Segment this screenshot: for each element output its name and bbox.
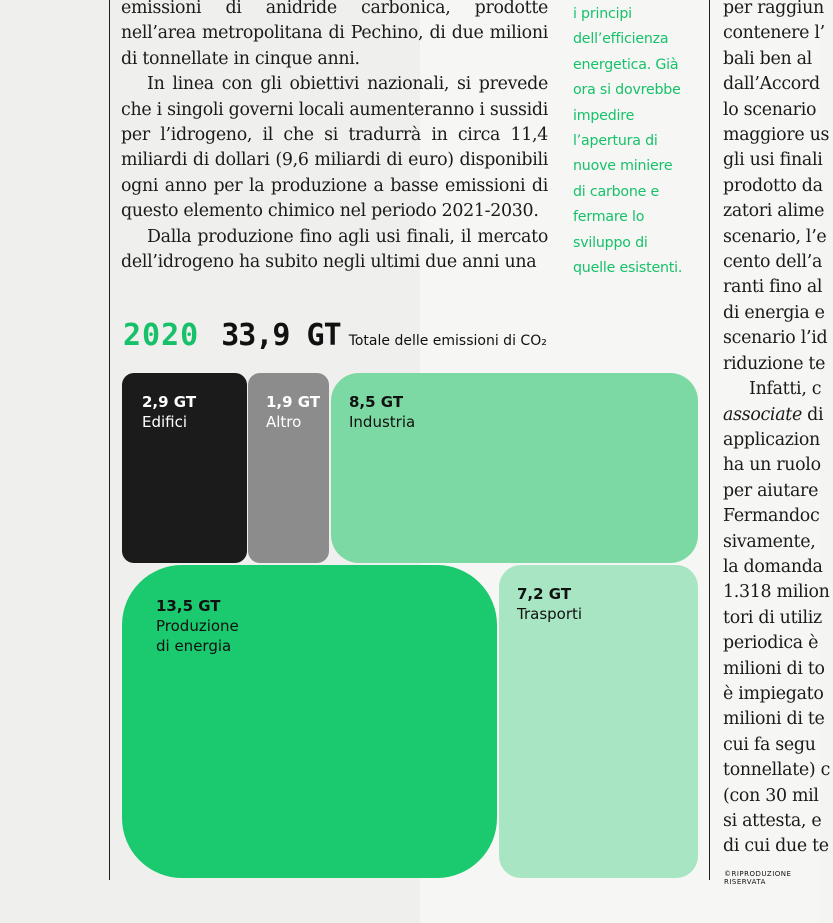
right-column-line: Fermandoc bbox=[723, 506, 820, 527]
block-category-label: Edifici bbox=[142, 413, 188, 431]
block-category-label: Trasporti bbox=[517, 605, 583, 623]
block-industria bbox=[331, 373, 698, 563]
right-column-line: sivamente, bbox=[723, 531, 816, 552]
right-column-line: si attesta, e bbox=[723, 811, 822, 831]
right-column-line: cento dell’a bbox=[723, 252, 823, 273]
pull-quote-line: energetica. Già bbox=[573, 56, 679, 73]
chart-year: 2020 bbox=[123, 318, 200, 353]
pull-quote-line: l’apertura di bbox=[573, 133, 658, 150]
italic-rest: di bbox=[801, 404, 824, 425]
pull-quote-line: di carbone e bbox=[573, 183, 660, 200]
right-column-paragraph-start: Infatti, c bbox=[749, 379, 822, 400]
right-column-line: di cui due te bbox=[723, 836, 829, 857]
right-column-line: di energia e bbox=[723, 302, 825, 323]
block-value-label: 1,9 GT bbox=[266, 393, 321, 411]
pull-quote-line: dell’efficienza bbox=[573, 31, 669, 48]
right-column-line: milioni di te bbox=[723, 709, 825, 730]
block-category-label: Industria bbox=[349, 413, 416, 431]
paragraph-2: In linea con gli obiettivi nazionali, si prevede che i singoli governi locali aumenteranno i sussidi per l’idrogeno, il che si tradurrà in circa 11,4 miliardi di dollari (9,6 miliardi di euro) disponibili ogni anno per la produzione a basse emissioni di questo elemento chimico nel periodo 2021-2030. bbox=[121, 74, 548, 222]
chart-caption: Totale delle emissioni di CO₂ bbox=[348, 333, 547, 349]
block-value-label: 13,5 GT bbox=[156, 597, 221, 615]
pull-quote-line: sviluppo di bbox=[573, 234, 648, 251]
right-column-line: zatori alime bbox=[723, 201, 825, 222]
copyright-credit: ©RIPRODUZIONE RISERVATA bbox=[724, 870, 792, 886]
right-column-line: cui fa segu bbox=[723, 734, 816, 755]
paragraph-3: Dalla produzione fino agli usi finali, il mercato dell’idrogeno ha subito negli ultimi due anni una bbox=[121, 226, 548, 273]
right-column-line: tonnellate) c bbox=[723, 760, 831, 781]
right-column-line: (con 30 mil bbox=[723, 785, 819, 806]
right-column-line: ranti fino al bbox=[723, 277, 823, 298]
right-column-line: bali ben al bbox=[723, 48, 812, 69]
pull-quote-line: quelle esistenti. bbox=[573, 260, 683, 277]
pull-quote-line: fermare lo bbox=[573, 209, 645, 226]
right-column-line: contenere l’ bbox=[723, 23, 825, 44]
chart-total: 33,9 GT bbox=[221, 318, 341, 353]
pull-quote-line: impedire bbox=[573, 107, 635, 124]
paragraph-1: emissioni di anidride carbonica, prodotte nell’area metropolitana di Pechino, di due milioni di tonnellate in cinque anni. bbox=[121, 0, 548, 69]
right-column-line: è impiegato bbox=[723, 683, 824, 704]
block-value-label: 2,9 GT bbox=[142, 393, 197, 411]
right-column-line: gli usi finali bbox=[723, 150, 823, 171]
right-column-line: riduzione te bbox=[723, 353, 826, 374]
right-column-line: applicazion bbox=[723, 429, 820, 450]
pull-quote-line: ora si dovrebbe bbox=[573, 82, 681, 99]
right-column-line: scenario, l’e bbox=[723, 226, 827, 247]
block-trasporti bbox=[499, 565, 698, 878]
right-column-line: dall’Accord bbox=[723, 74, 820, 95]
pull-quote-line: i principi bbox=[573, 6, 632, 22]
block-edifici bbox=[122, 373, 247, 563]
block-produzione-energia bbox=[122, 565, 497, 878]
block-value-label: 7,2 GT bbox=[517, 585, 572, 603]
right-column-line: prodotto da bbox=[723, 175, 823, 196]
right-column-line: periodica è bbox=[723, 633, 819, 654]
right-column-line: maggiore us bbox=[723, 125, 830, 146]
right-column-line: 1.318 milion bbox=[723, 582, 830, 603]
block-category-label: Altro bbox=[266, 413, 302, 431]
right-column-line: tori di utiliz bbox=[723, 607, 822, 628]
right-column-line: la domanda bbox=[723, 556, 823, 577]
block-value-label: 8,5 GT bbox=[349, 393, 404, 411]
right-column-line: scenario l’id bbox=[723, 328, 828, 349]
right-column-line: ha un ruolo bbox=[723, 455, 821, 476]
right-column-line: per aiutare bbox=[723, 480, 819, 501]
right-column-line: lo scenario bbox=[723, 99, 817, 120]
italic-word: associate bbox=[723, 404, 802, 425]
block-category-label: Produzione di energia bbox=[156, 617, 239, 655]
block-altro bbox=[248, 373, 329, 563]
right-column-line: milioni di to bbox=[723, 658, 825, 679]
right-column-line: per raggiun bbox=[723, 0, 824, 18]
pull-quote-line: nuove miniere bbox=[573, 158, 673, 175]
